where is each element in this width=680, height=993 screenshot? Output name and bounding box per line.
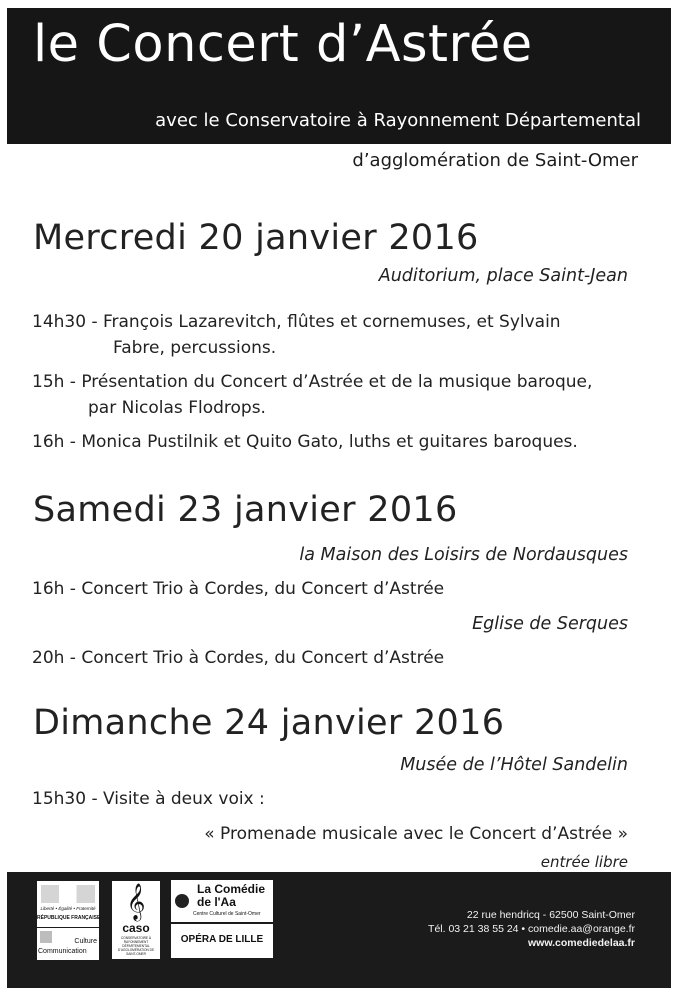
ministry-mark-icon — [40, 931, 52, 943]
day-heading-sunday: Dimanche 24 janvier 2016 — [33, 703, 505, 743]
venue-musee-sandelin: Musée de l’Hôtel Sandelin — [400, 755, 628, 775]
venue-auditorium: Auditorium, place Saint-Jean — [378, 266, 628, 286]
ministry-line2: Communication — [38, 948, 87, 955]
subtitle-line-1: avec le Conservatoire à Rayonnement Départemental — [155, 110, 641, 131]
event-quote: « Promenade musicale avec le Concert d’Astrée » — [204, 824, 628, 844]
header-banner — [7, 8, 671, 144]
event-item: 20h - Concert Trio à Cordes, du Concert d’Astrée — [32, 648, 445, 668]
comedie-de-laa-logo — [171, 880, 273, 922]
comedie-caption: Centre Culturel de Saint-Omer — [193, 911, 261, 917]
comedie-line2: de l'Aa — [197, 895, 236, 909]
day-heading-wednesday: Mercredi 20 janvier 2016 — [33, 218, 479, 258]
footer-address: 22 rue hendricq - 62500 Saint-Omer — [466, 909, 635, 921]
event-line: 16h - Monica Pustilnik et Quito Gato, luths et guitares baroques. — [32, 432, 578, 452]
footer-banner — [7, 872, 671, 988]
day-heading-saturday: Samedi 23 janvier 2016 — [33, 490, 458, 530]
event-item: 15h30 - Visite à deux voix : — [32, 789, 265, 809]
republique-name: RÉPUBLIQUE FRANÇAISE — [37, 915, 101, 921]
marianne-icon — [41, 885, 95, 903]
event-item — [32, 429, 578, 455]
opera-de-lille-logo — [171, 924, 273, 958]
event-line: 15h - Présentation du Concert d’Astrée et de la musique baroque, — [32, 372, 593, 392]
treble-clef-icon: 𝄞 — [126, 882, 146, 920]
event-line-continued: Fabre, percussions. — [113, 338, 277, 358]
footer-website-link[interactable]: www.comediedelaa.fr — [528, 937, 635, 949]
venue-eglise-serques: Eglise de Serques — [472, 614, 628, 634]
motto-text: Liberté • Égalité • Fraternité — [40, 906, 96, 911]
republique-francaise-logo — [37, 881, 99, 927]
venue-maison-loisirs: la Maison des Loisirs de Nordausques — [299, 545, 628, 565]
caso-name: caso — [122, 921, 150, 935]
event-item — [32, 309, 561, 361]
caso-logo — [112, 881, 160, 959]
event-item: 16h - Concert Trio à Cordes, du Concert d’Astrée — [32, 579, 445, 599]
footer-contact[interactable]: Tél. 03 21 38 55 24 • comedie.aa@orange.fr — [428, 923, 635, 935]
page-title: le Concert d’Astrée — [33, 15, 533, 74]
entry-note: entrée libre — [540, 853, 628, 871]
caso-caption: CONSERVATOIRE À RAYONNEMENT DÉPARTEMENTAL D'AGGLOMÉRATION DE SAINT-OMER — [117, 936, 155, 956]
event-item — [32, 369, 592, 421]
comedie-mask-icon — [175, 894, 189, 908]
subtitle-line-2: d’agglomération de Saint-Omer — [352, 150, 638, 171]
event-line: 14h30 - François Lazarevitch, flûtes et cornemuses, et Sylvain — [32, 312, 561, 332]
ministry-culture-logo — [37, 928, 99, 960]
event-line-continued: par Nicolas Flodrops. — [88, 398, 266, 418]
comedie-line1: La Comédie — [197, 882, 266, 896]
opera-name: OPÉRA DE LILLE — [180, 934, 264, 945]
ministry-line1: Culture — [74, 938, 97, 945]
